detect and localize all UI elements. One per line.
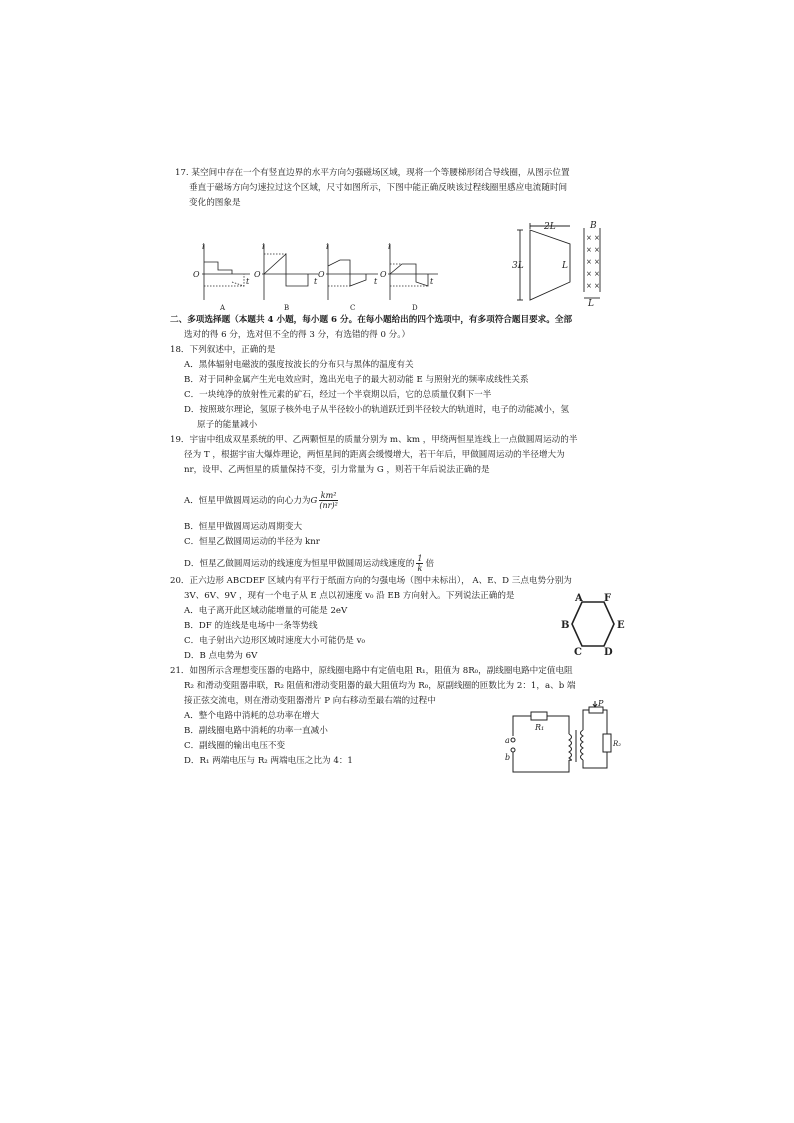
q18-number: 18． (170, 345, 190, 355)
q19-option-a-denominator: (nr)² (319, 501, 338, 510)
section-2-line2: 选对的得 6 分，选对但不全的得 3 分，有选错的得 0 分。） (184, 330, 411, 340)
question-18 (170, 343, 569, 433)
graph-c-label: C (350, 304, 356, 312)
graph-b-origin: O (254, 270, 261, 279)
svg-text:×: × (594, 246, 600, 254)
q19-option-c: C．恒星乙做圆周运动的半径为 knr (184, 537, 320, 547)
label-2l: 2L (544, 222, 556, 232)
graph-b-axis-i: i (262, 242, 265, 251)
q21-option-d: D．R₁ 两端电压与 R₂ 两端电压之比为 4：1 (184, 756, 353, 766)
q19-option-b: B．恒星甲做圆周运动周期变大 (184, 522, 303, 532)
q20-option-b: B．DF 的连线是电场中一条等势线 (184, 621, 318, 631)
secondary-coil (581, 730, 584, 760)
q19-option-a (170, 488, 577, 514)
q19-line1: 宇宙中组成双星系统的甲、乙两颗恒星的质量分别为 m、km ，甲绕两恒星连线上一点做圆周运动的半 (189, 435, 578, 445)
q17-number: 17. (175, 168, 189, 178)
q21-circuit-figure (505, 699, 622, 780)
section-2-line1: 二、多项选择题（本题共 4 小题，每小题 6 分。在每小题给出的四个选项中，有多项符合题目要求。全部 (170, 315, 573, 325)
label-r2: R₂ (613, 740, 622, 748)
graph-a-origin: O (193, 270, 200, 279)
graph-a-axis-t: t (246, 277, 250, 286)
q17-text-line2: 垂直于磁场方向匀速拉过这个区域，尺寸如图所示，下图中能正确反映该过程线圈里感应电流随时间 (189, 183, 568, 193)
graph-d (388, 244, 438, 300)
graph-c-origin: O (318, 270, 325, 279)
q20-option-a: A．电子离开此区域动能增量的可能是 2eV (184, 606, 348, 616)
question-19 (170, 433, 577, 576)
q21-option-a: A．整个电路中消耗的总功率在增大 (184, 711, 320, 721)
q21-number: 21． (170, 666, 190, 676)
svg-text:×: × (594, 258, 600, 266)
q20-line2: 3V、6V、9V ，现有一个电子从 E 点以初速度 v₀ 沿 EB 方向射入。下列说法正确的是 (184, 591, 515, 601)
q19-option-a-g: G (310, 496, 318, 506)
svg-text:×: × (586, 258, 592, 266)
hexagon-shape (572, 602, 614, 646)
q19-option-d-suffix: 倍 (425, 559, 435, 569)
q19-option-d-fraction (416, 554, 423, 573)
graph-d-axis-t: t (430, 277, 434, 286)
graph-a-label: A (220, 304, 226, 312)
graph-c (326, 244, 378, 300)
graph-a-axis-i: i (202, 242, 205, 251)
q18-stem: 下列叙述中，正确的是 (189, 345, 276, 355)
q18-option-d-line1: D．按照玻尔理论，氢原子核外电子从半径较小的轨道跃迁到半径较大的轨道时，电子的动能减小，氢 (184, 405, 570, 415)
label-r1: R₁ (535, 723, 545, 732)
svg-text:×: × (594, 234, 600, 242)
q20-number: 20． (170, 576, 190, 586)
terminal-a (511, 738, 515, 742)
q20-option-c: C．电子射出六边形区域时速度大小可能仍是 v₀ (184, 636, 365, 646)
label-b: b (505, 753, 511, 762)
graph-d-label: D (412, 304, 418, 312)
resistor-r1 (531, 712, 547, 720)
hex-label-c: C (574, 647, 582, 658)
q19-option-a-text: A．恒星甲做圆周运动的向心力为 (184, 496, 311, 506)
hex-label-b: B (561, 620, 570, 631)
q19-option-d (170, 552, 577, 576)
graph-d-origin: O (380, 270, 387, 279)
q17-answer-graphs (190, 240, 440, 312)
primary-coil (569, 734, 572, 760)
resistor-r2 (603, 734, 611, 752)
q19-number: 19． (170, 435, 190, 445)
q19-line2: 径为 T ，根据宇宙大爆炸理论，两恒星间的距离会缓慢增大，若干年后，甲做圆周运动的半径增大为 (184, 450, 565, 460)
q17-text-line3: 变化的图象是 (189, 198, 241, 208)
label-p: P (598, 699, 604, 708)
label-l-bottom: L (588, 299, 594, 309)
hex-label-f: F (604, 593, 612, 604)
q18-option-d-line2: 原子的能量减小 (197, 420, 258, 430)
hex-label-d: D (604, 647, 613, 658)
q21-line2: R₂ 和滑动变阻器串联，R₂ 阻值和滑动变阻器的最大阻值均为 R₀，原副线圈的匝数比为 2：1，a、b 端 (184, 681, 576, 691)
q20-line1: 正六边形 ABCDEF 区域内有平行于纸面方向的匀强电场（图中未标出）， A、E、D 三点电势分别为 (189, 576, 572, 586)
label-l-center: L (562, 261, 568, 271)
q21-line3: 接正弦交流电，则在滑动变阻器滑片 P 向右移动至最右端的过程中 (184, 696, 436, 706)
label-3l: 3L (512, 261, 524, 271)
q19-option-a-numerator: km² (320, 491, 337, 500)
q18-option-a: A．黑体辐射电磁波的强度按波长的分布只与黑体的温度有关 (184, 360, 414, 370)
hex-label-e: E (617, 620, 625, 631)
graph-c-axis-i: i (326, 242, 329, 251)
q19-option-a-fraction (319, 491, 337, 510)
q20-hexagon-figure (558, 592, 630, 656)
q19-option-d-text: D．恒星乙做圆周运动的线速度为恒星甲做圆周运动线速度的 (184, 559, 415, 569)
svg-text:×: × (594, 282, 600, 290)
graph-b-label: B (284, 304, 290, 312)
section-2-heading (170, 313, 572, 343)
q21-line1: 如图所示含理想变压器的电路中，原线圈电路中有定值电阻 R₁，阻值为 8R₀，副线圈电路中定值电阻 (189, 666, 573, 676)
graph-c-axis-t: t (374, 277, 378, 286)
q19-option-d-denominator: k (417, 564, 423, 573)
q18-option-c: C．一块纯净的放射性元素的矿石，经过一个半衰期以后，它的总质量仅剩下一半 (184, 390, 492, 400)
svg-text:×: × (586, 246, 592, 254)
q20-option-d: D．B 点电势为 6V (184, 651, 258, 661)
graph-b-axis-t: t (314, 277, 318, 286)
question-20 (170, 574, 572, 664)
graph-d-axis-i: i (388, 242, 391, 251)
q17-trapezoid-figure (512, 220, 612, 308)
question-17 (175, 166, 570, 211)
q21-option-c: C．副线圈的输出电压不变 (184, 741, 286, 751)
q19-option-d-numerator: 1 (417, 554, 423, 563)
label-a: a (505, 736, 510, 745)
svg-text:×: × (586, 282, 592, 290)
q21-option-b: B．副线圈电路中消耗的功率一直减小 (184, 726, 328, 736)
svg-text:×: × (586, 270, 592, 278)
field-crosses (586, 234, 600, 290)
svg-text:×: × (586, 234, 592, 242)
graph-a (202, 244, 250, 300)
q19-line3: nr，设甲、乙两恒星的质量保持不变，引力常量为 G ，则若干年后说法正确的是 (184, 465, 490, 475)
svg-text:×: × (594, 270, 600, 278)
graph-b (262, 244, 318, 300)
hex-label-a: A (575, 593, 583, 604)
terminal-b (511, 748, 515, 752)
q18-option-b: B．对于同种金属产生光电效应时，逸出光电子的最大初动能 E 与照射光的频率成线性关系 (184, 375, 529, 385)
label-b-field: B (590, 221, 597, 231)
q17-text-line1: 某空间中存在一个有竖直边界的水平方向匀强磁场区域，现将一个等腰梯形闭合导线圈，从图示位置 (191, 168, 570, 178)
